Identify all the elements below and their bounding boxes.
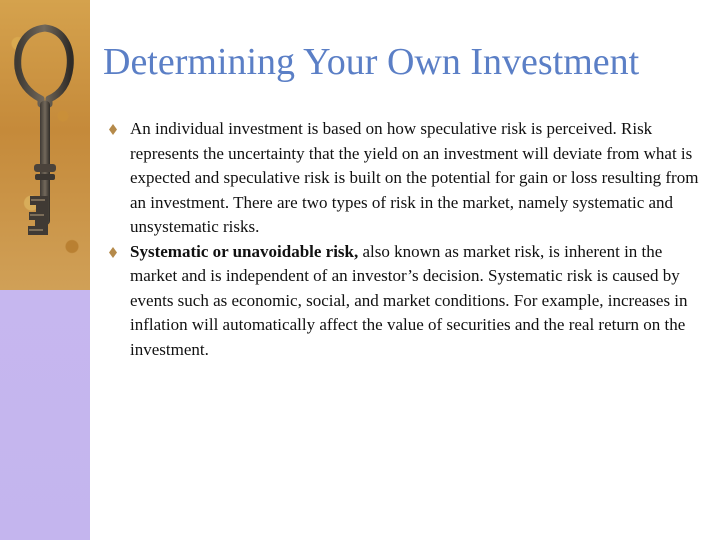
bullet-text-1: An individual investment is based on how speculative risk is perceived. Risk represents the uncertainty that the yield on an investment will deviate from what is expected and speculative risk is built on the potential for gain or loss resulting from an investment. There are two types of risk in the market, namely systematic and unsystematic risks. [130,119,699,236]
bullet-item-1 [105,117,705,240]
bullet-item-2 [105,240,705,363]
decorative-side-panel [0,0,90,540]
diamond-bullet-icon [109,247,117,258]
lavender-side-bar [0,290,90,540]
bullet-bold-text-2: Systematic or unavoidable risk, [130,241,359,261]
bullet-text-2: also known as market risk, is inherent in the market and is independent of an investor’s decision. Systematic risk is caused by events such as economic, social, and market conditions. For example, increases in inflation will automatically affect the value of securities and the real return on the investment. [130,241,688,359]
slide-title: Determining Your Own Investment [103,41,640,83]
key-icon [0,0,90,290]
bullet-list [105,117,705,362]
diamond-bullet-icon [109,124,117,135]
